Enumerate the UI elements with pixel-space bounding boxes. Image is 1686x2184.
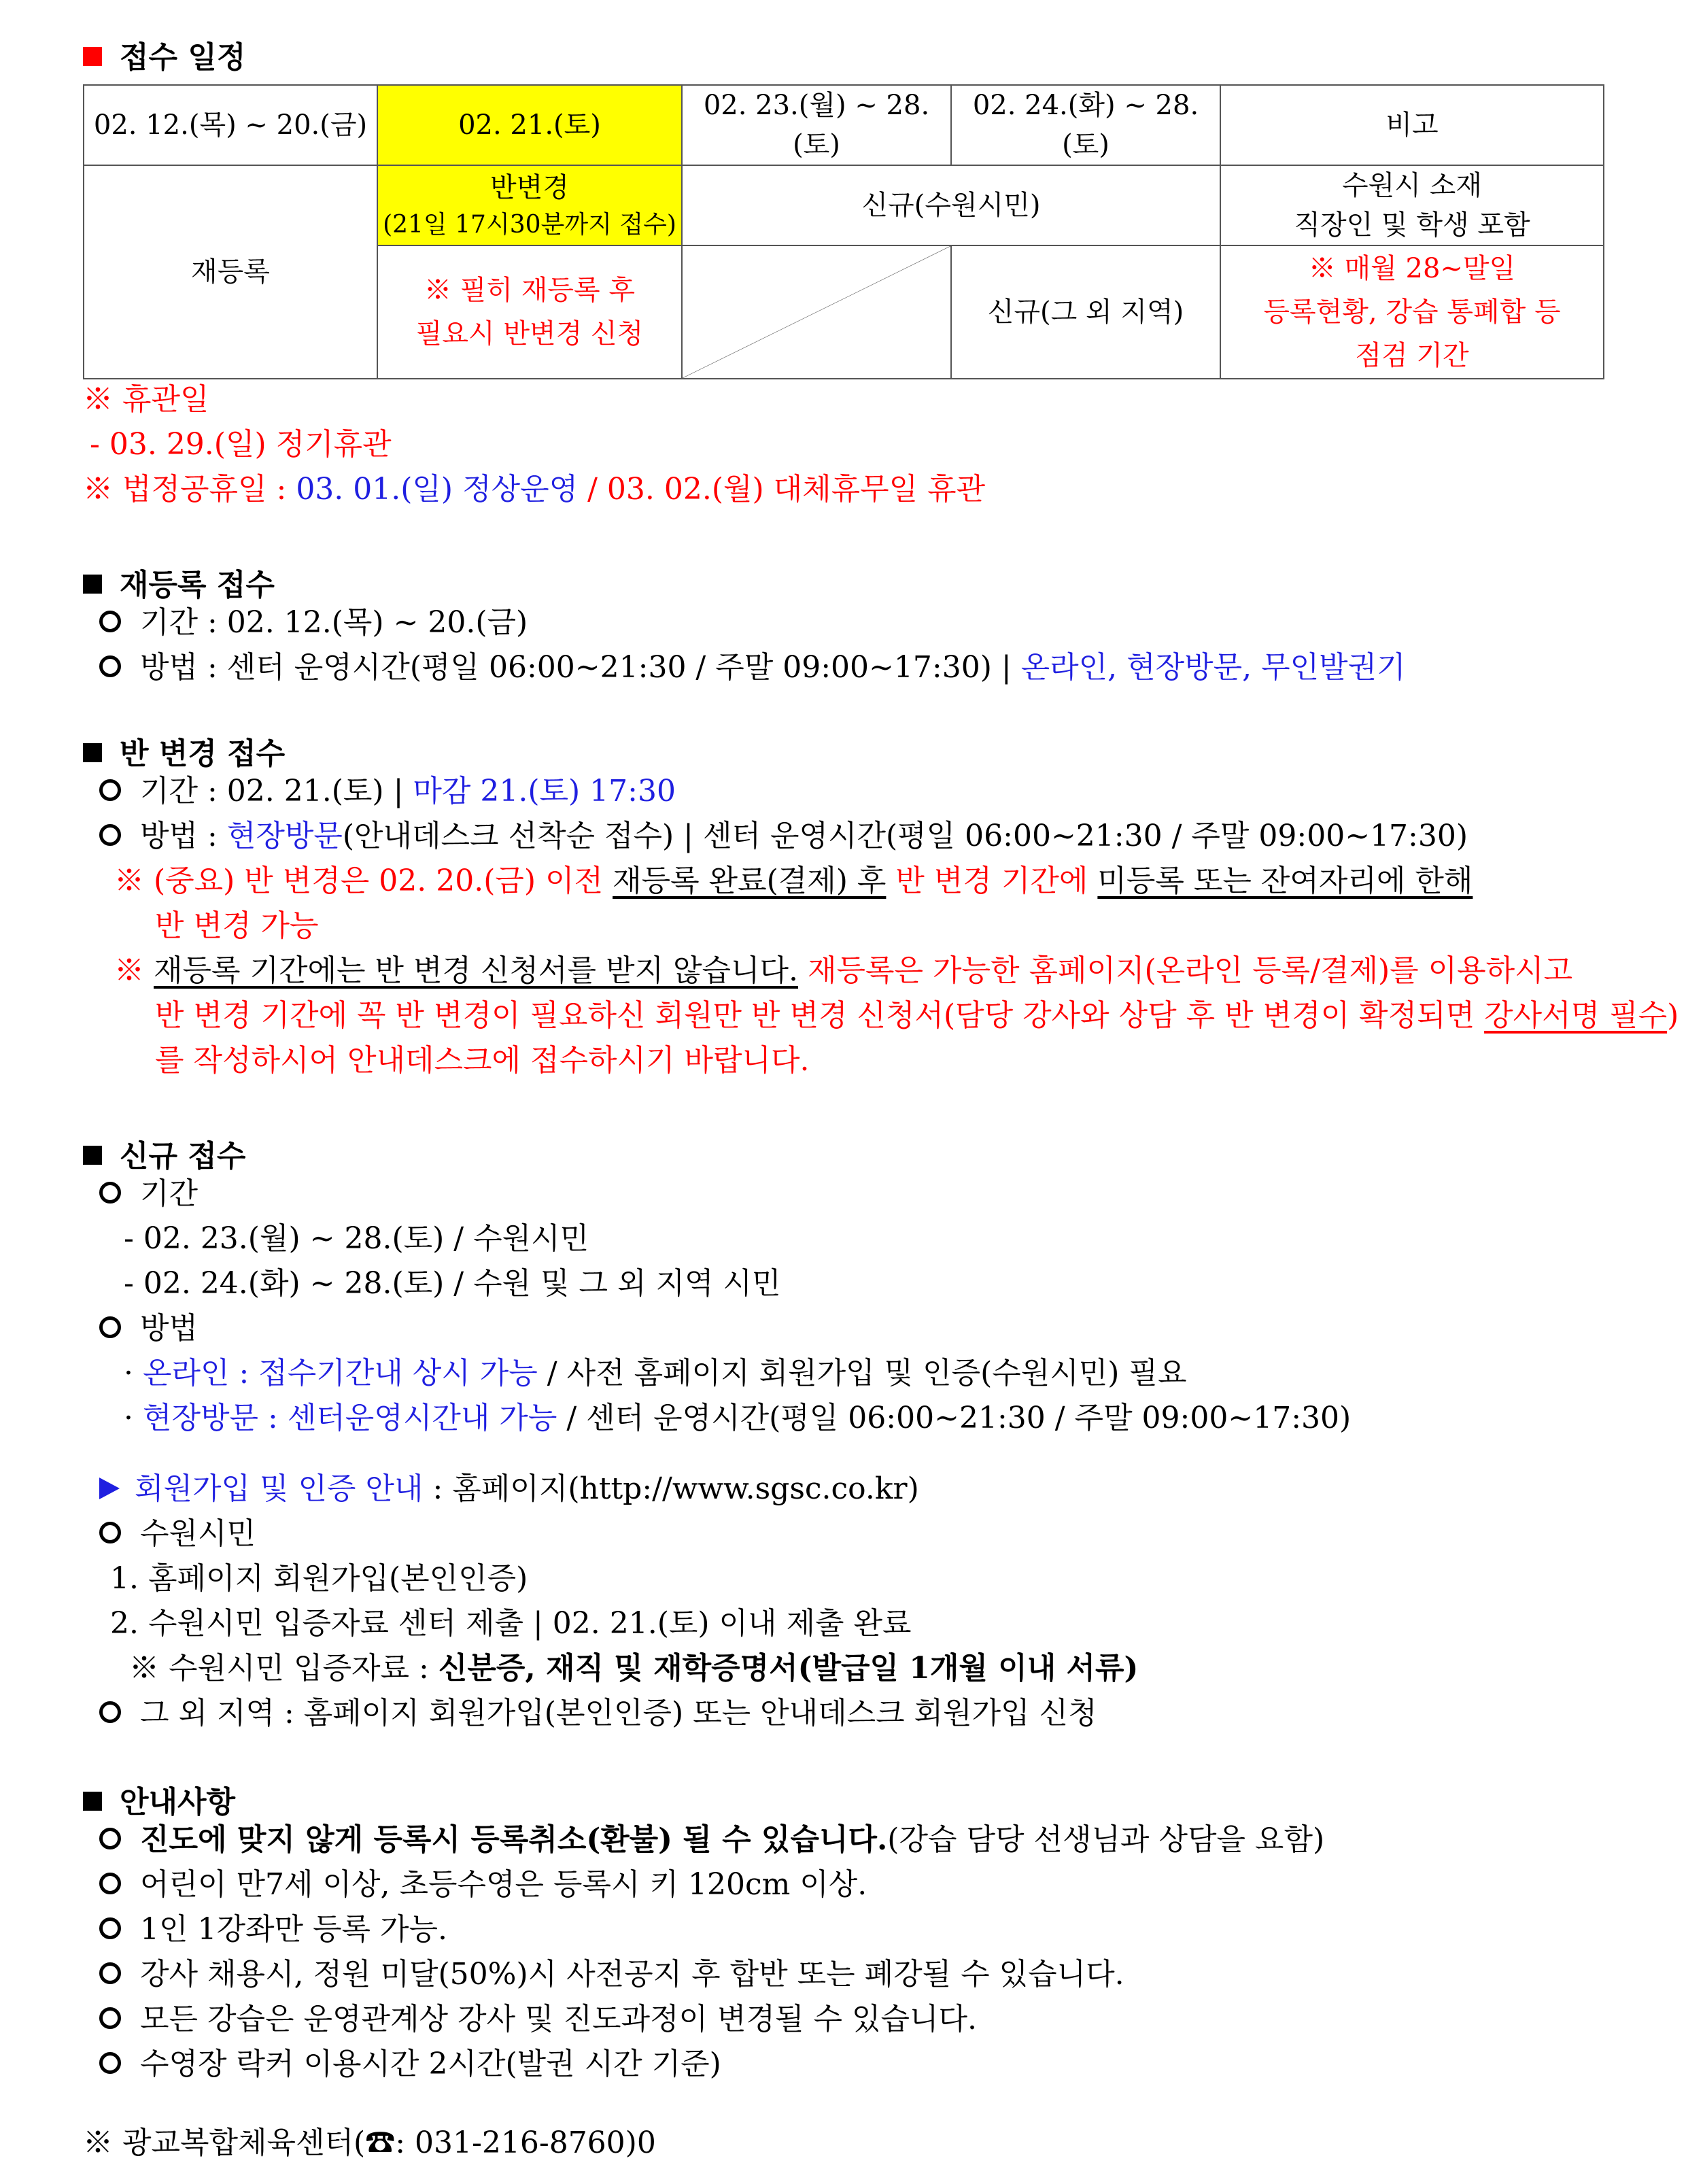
circle-bullet-icon	[99, 2052, 121, 2074]
reregister-heading: 재등록 접수	[83, 560, 275, 604]
reregister-method: 방법 : 센터 운영시간(평일 06:00~21:30 / 주말 09:00~17:30) | 온라인, 현장방문, 무인발권기	[99, 647, 1406, 688]
remark-bottom-line: 등록현황, 강습 통폐합 등	[1263, 296, 1561, 328]
closure-holiday: ※ 법정공휴일 : 03. 01.(일) 정상운영 / 03. 02.(월) 대체휴무일 휴관	[83, 472, 986, 507]
circle-bullet-icon	[99, 2007, 121, 2029]
circle-bullet-icon	[99, 1873, 121, 1894]
closure-title: ※ 휴관일	[83, 382, 209, 417]
reregister-period: 기간 : 02. 12.(목) ~ 20.(금)	[99, 602, 528, 643]
header-cell: 비고	[1220, 85, 1604, 165]
newreg-period-other: - 02. 24.(화) ~ 28.(토) / 수원 및 그 외 지역 시민	[124, 1266, 781, 1301]
newreg-method: 방법	[99, 1308, 198, 1349]
membership-step-1: 1. 홈페이지 회원가입(본인인증)	[110, 1561, 528, 1596]
red-square-bullet-icon	[83, 47, 102, 66]
classchange-note-form-end: 를 작성하시어 안내데스크에 접수하시기 바랍니다.	[155, 1043, 810, 1078]
new-other-cell: 신규(그 외 지역)	[951, 245, 1220, 379]
remark-top-cell	[1220, 165, 1604, 245]
circle-bullet-icon	[99, 1917, 121, 1939]
schedule-header-row	[84, 85, 1604, 165]
classchange-heading: 반 변경 접수	[83, 729, 285, 772]
remark-top-line: 수원시 소재	[1342, 170, 1482, 201]
circle-bullet-icon	[99, 824, 121, 846]
square-bullet-icon	[83, 743, 102, 762]
re-register-cell: 재등록	[84, 165, 377, 379]
diagonal-line	[683, 246, 950, 378]
notice-heading: 안내사항	[83, 1777, 235, 1821]
footer-contact: ※ 광교복합체육센터(☎: 031-216-8760)0	[83, 2126, 656, 2160]
square-bullet-icon	[83, 1792, 102, 1811]
remark-bottom-cell	[1220, 245, 1604, 379]
newreg-period-suwon: - 02. 23.(월) ~ 28.(토) / 수원시민	[124, 1221, 589, 1256]
notice-item: 어린이 만7세 이상, 초등수영은 등록시 키 120cm 이상.	[99, 1864, 867, 1905]
phone-icon: ☎	[365, 2126, 396, 2160]
class-change-note: (21일 17시30분까지 접수)	[383, 210, 676, 239]
circle-bullet-icon	[99, 1828, 121, 1849]
remark-bottom-line: 점검 기간	[1355, 340, 1469, 371]
membership-guide: 회원가입 및 인증 안내 : 홈페이지(http://www.sgsc.co.kr)	[99, 1469, 919, 1509]
circle-bullet-icon	[99, 611, 121, 632]
circle-bullet-icon	[99, 1182, 121, 1204]
classchange-note-important-cont: 반 변경 가능	[155, 908, 319, 943]
membership-other: 그 외 지역 : 홈페이지 회원가입(본인인증) 또는 안내데스크 회원가입 신청	[99, 1693, 1097, 1734]
header-cell: 02. 23.(월) ~ 28.(토)	[682, 85, 951, 165]
schedule-heading: 접수 일정	[83, 33, 245, 76]
square-bullet-icon	[83, 575, 102, 594]
circle-bullet-icon	[99, 1522, 121, 1543]
remark-top-line: 직장인 및 학생 포함	[1294, 209, 1530, 241]
newreg-method-online: · 온라인 : 접수기간내 상시 가능 / 사전 홈페이지 회원가입 및 인증(수원시민) 필요	[124, 1356, 1187, 1390]
classchange-period: 기간 : 02. 21.(토) | 마감 21.(토) 17:30	[99, 771, 676, 812]
class-change-label: 반변경	[490, 171, 569, 203]
circle-bullet-icon	[99, 1316, 121, 1338]
class-change-cell	[377, 165, 682, 245]
newreg-method-visit: · 현장방문 : 센터운영시간내 가능 / 센터 운영시간(평일 06:00~21:30 / 주말 09:00~17:30)	[124, 1401, 1352, 1435]
notice-item: 모든 강습은 운영관계상 강사 및 진도과정이 변경될 수 있습니다.	[99, 1999, 977, 2040]
membership-proof: ※ 수원시민 입증자료 : 신분증, 재직 및 재학증명서(발급일 1개월 이내 서류)	[129, 1651, 1139, 1686]
notice-item: 수영장 락커 이용시간 2시간(발권 시간 기준)	[99, 2044, 721, 2085]
triangle-bullet-icon	[99, 1478, 120, 1499]
closure-regular: - 03. 29.(일) 정기휴관	[90, 427, 392, 462]
circle-bullet-icon	[99, 779, 121, 801]
schedule-table	[83, 84, 1604, 379]
must-note-cell	[377, 245, 682, 379]
membership-step-2: 2. 수원시민 입증자료 센터 제출 | 02. 21.(토) 이내 제출 완료	[110, 1606, 912, 1641]
notice-item: 진도에 맞지 않게 등록시 등록취소(환불) 될 수 있습니다.(강습 담당 선생님과 상담을 요함)	[99, 1820, 1324, 1860]
must-note-line: 필요시 반변경 신청	[415, 318, 644, 349]
newreg-period: 기간	[99, 1174, 198, 1214]
schedule-row	[84, 165, 1604, 245]
header-cell: 02. 12.(목) ~ 20.(금)	[84, 85, 377, 165]
header-cell-highlight: 02. 21.(토)	[377, 85, 682, 165]
circle-bullet-icon	[99, 1962, 121, 1984]
new-suwon-cell: 신규(수원시민)	[682, 165, 1220, 245]
membership-suwon: 수원시민	[99, 1514, 256, 1554]
notice-item: 강사 채용시, 정원 미달(50%)시 사전공지 후 합반 또는 폐강될 수 있습니다.	[99, 1954, 1124, 1995]
newreg-heading: 신규 접수	[83, 1131, 245, 1175]
circle-bullet-icon	[99, 1701, 121, 1723]
must-note-line: ※ 필히 재등록 후	[424, 275, 635, 306]
circle-bullet-icon	[99, 655, 121, 677]
remark-bottom-line: ※ 매월 28~말일	[1308, 253, 1516, 284]
notice-item: 1인 1강좌만 등록 가능.	[99, 1909, 447, 1950]
classchange-note-form: ※ 재등록 기간에는 반 변경 신청서를 받지 않습니다. 재등록은 가능한 홈페이지(온라인 등록/결제)를 이용하시고	[114, 953, 1573, 988]
classchange-method: 방법 : 현장방문(안내데스크 선착순 접수) | 센터 운영시간(평일 06:00~21:30 / 주말 09:00~17:30)	[99, 816, 1468, 857]
classchange-note-form-cont: 반 변경 기간에 꼭 반 변경이 필요하신 회원만 반 변경 신청서(담당 강사와 상담 후 반 변경이 확정되면 강사서명 필수)	[155, 998, 1679, 1033]
square-bullet-icon	[83, 1146, 102, 1165]
classchange-note-important: ※ (중요) 반 변경은 02. 20.(금) 이전 재등록 완료(결제) 후 반 변경 기간에 미등록 또는 잔여자리에 한해	[114, 864, 1473, 898]
header-cell: 02. 24.(화) ~ 28.(토)	[951, 85, 1220, 165]
diagonal-empty-cell	[682, 245, 951, 379]
